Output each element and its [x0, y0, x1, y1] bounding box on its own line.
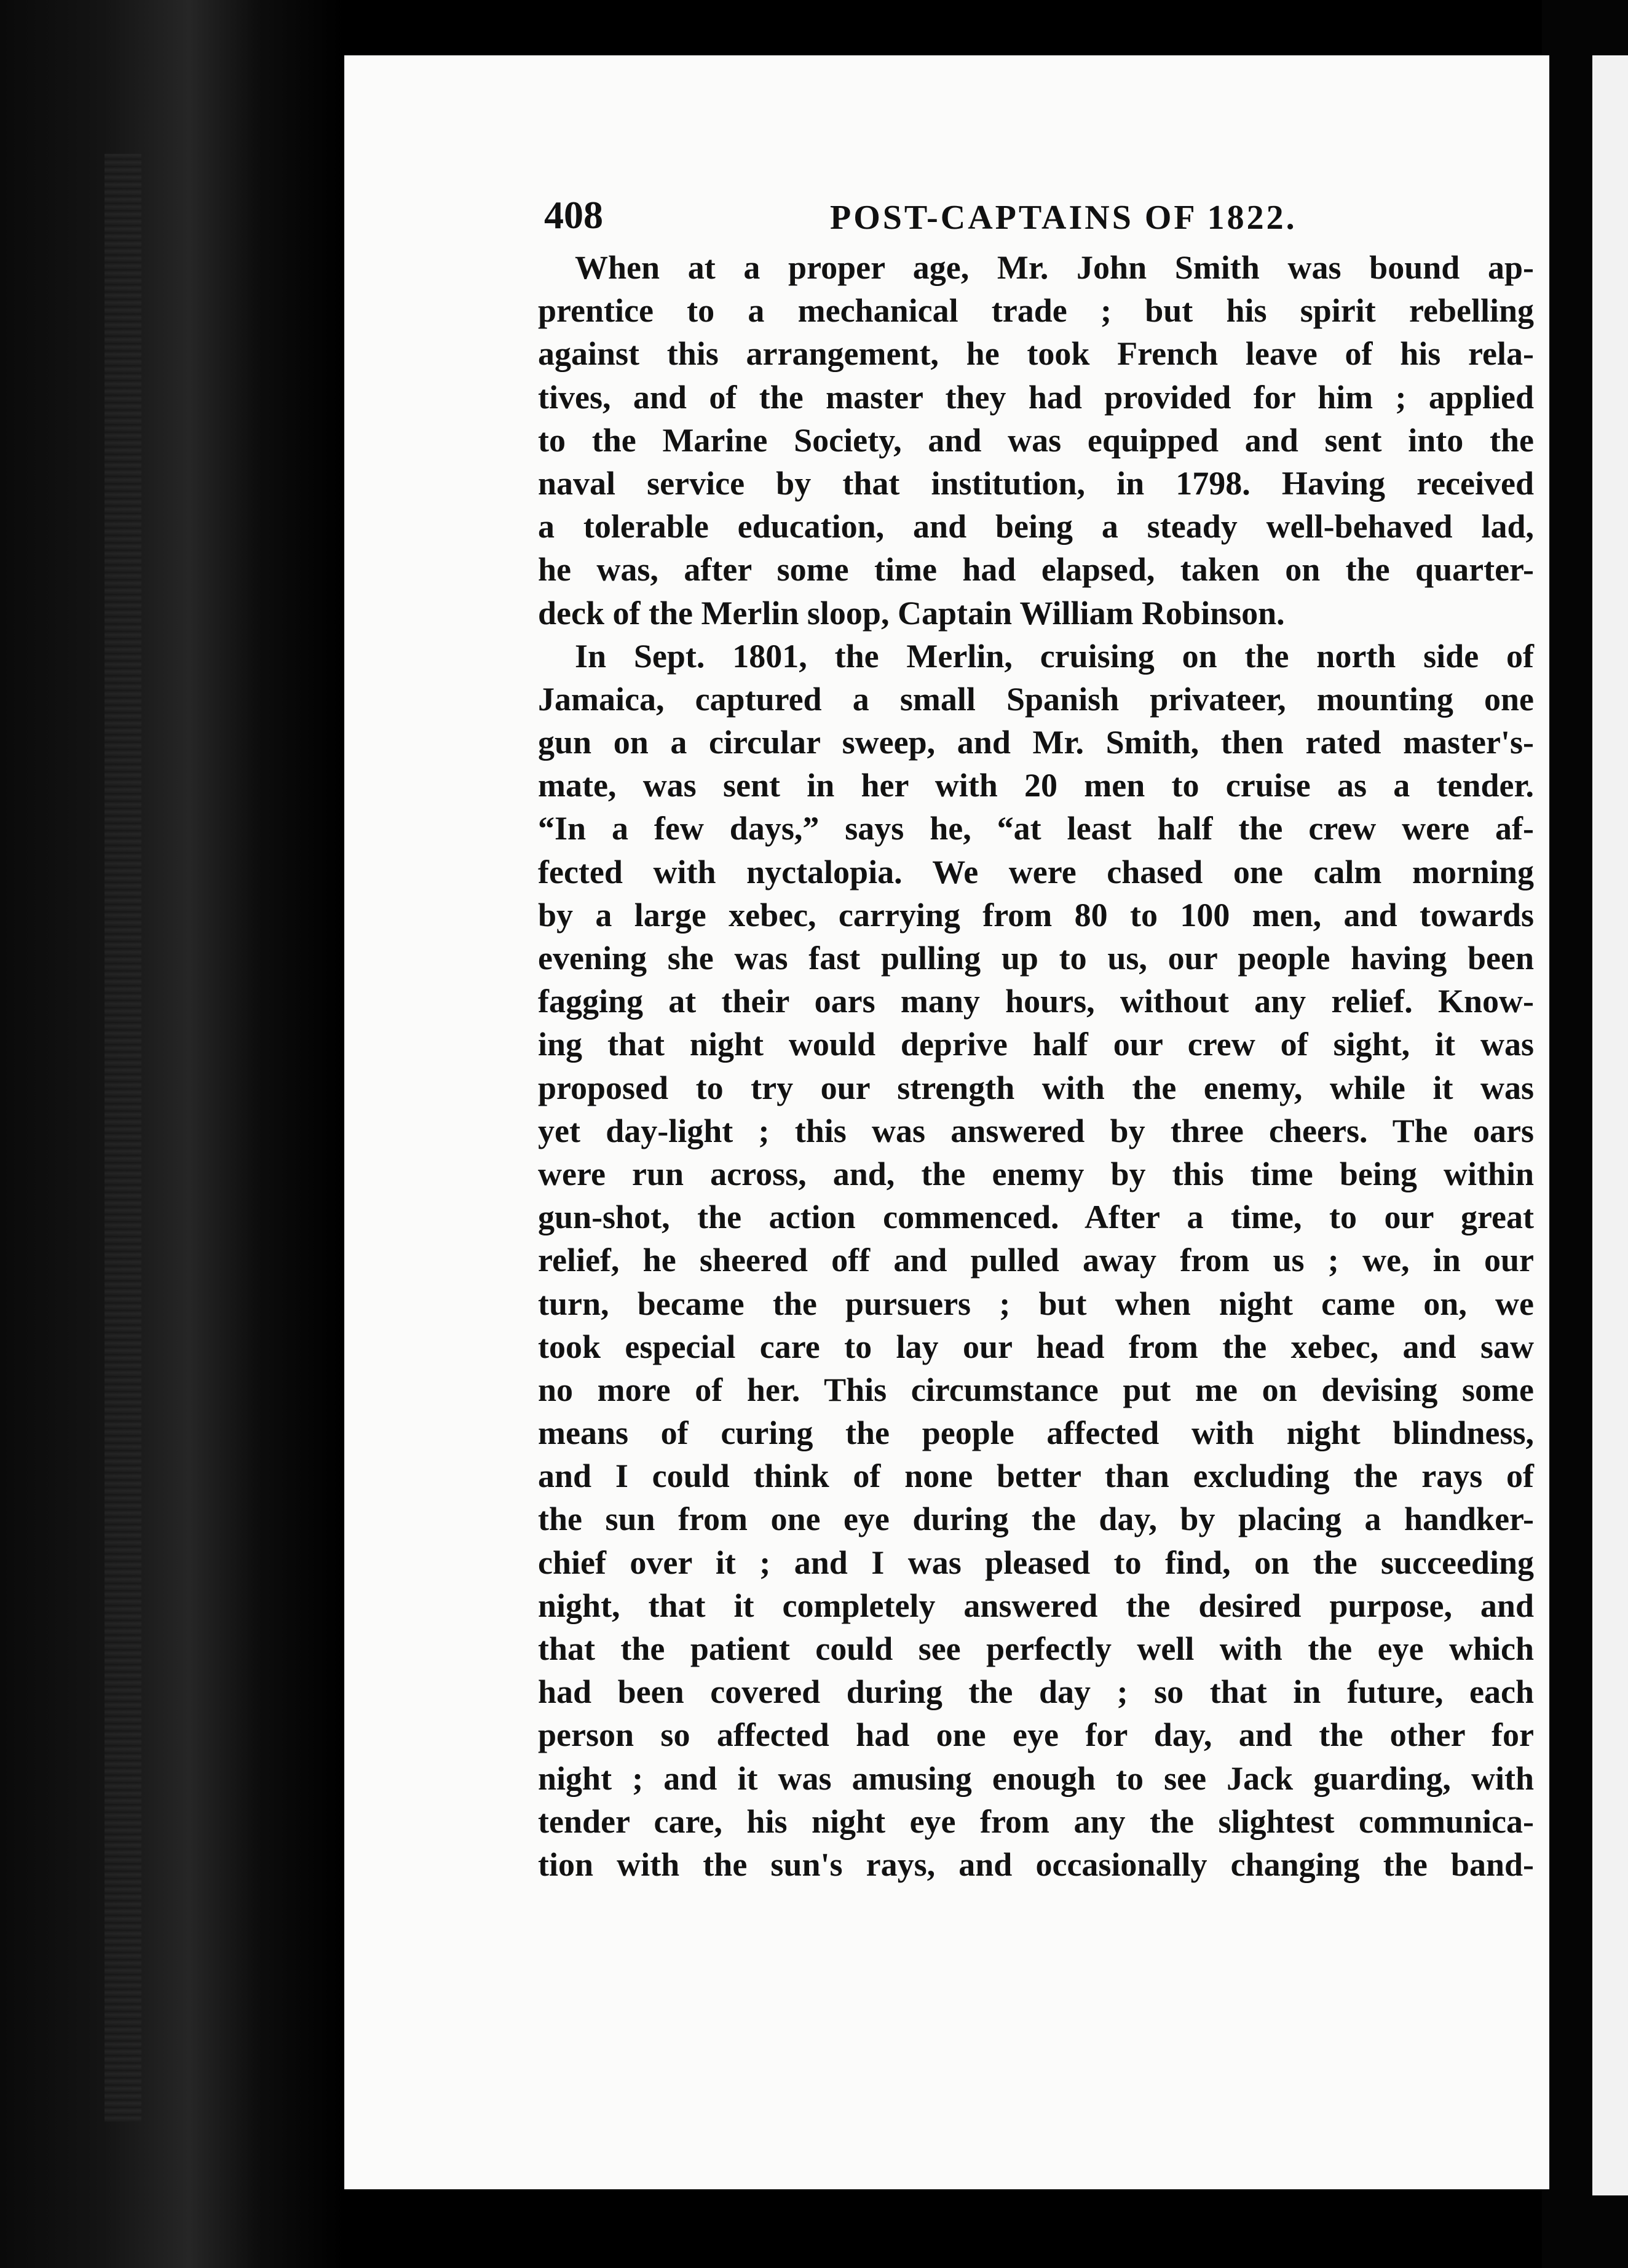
text-line: mate, was sent in her with 20 men to cruise as a tender. [538, 767, 1534, 804]
next-page-edge [1592, 55, 1628, 2195]
text-line: fagging at their oars many hours, without any relief. Know- [538, 983, 1534, 1020]
binding-texture [105, 154, 141, 2122]
text-line: he was, after some time had elapsed, taken on the quarter- [538, 551, 1534, 589]
text-line: to the Marine Society, and was equipped and sent into the [538, 421, 1534, 459]
text-line: naval service by that institution, in 1798. Having received [538, 464, 1534, 502]
text-line: Jamaica, captured a small Spanish privateer, mounting one [538, 680, 1534, 718]
text-line: means of curing the people affected with night blindness, [538, 1414, 1534, 1452]
text-line: evening she was fast pulling up to us, our people having been [538, 940, 1534, 977]
text-line: fected with nyctalopia. We were chased one calm morning [538, 853, 1534, 890]
book-page [344, 55, 1549, 2189]
body-text [538, 246, 1534, 1886]
text-line: had been covered during the day ; so that in future, each [538, 1673, 1534, 1711]
text-line: gun-shot, the action commenced. After a time, to our great [538, 1199, 1534, 1236]
text-line: chief over it ; and I was pleased to find, on the succeeding [538, 1544, 1534, 1581]
text-line: against this arrangement, he took French leave of his rela- [538, 335, 1534, 373]
text-line: tion with the sun's rays, and occasionally changing the band- [538, 1846, 1534, 1883]
text-line: When at a proper age, Mr. John Smith was bound ap- [575, 249, 1534, 286]
text-line: the sun from one eye during the day, by placing a handker- [538, 1501, 1534, 1538]
text-line: by a large xebec, carrying from 80 to 100 men, and towards [538, 896, 1534, 934]
text-line: night, that it completely answered the desired purpose, and [538, 1587, 1534, 1624]
text-line: prentice to a mechanical trade ; but his spirit rebelling [538, 292, 1534, 330]
book-binding [0, 0, 344, 2268]
text-line: person so affected had one eye for day, and the other for [538, 1716, 1534, 1754]
text-line: night ; and it was amusing enough to see Jack guarding, with [538, 1759, 1534, 1797]
text-line: tender care, his night eye from any the slightest communica- [538, 1802, 1534, 1840]
text-line: proposed to try our strength with the enemy, while it was [538, 1069, 1534, 1106]
page-header [544, 188, 1534, 243]
text-line: turn, became the pursuers ; but when night came on, we [538, 1285, 1534, 1322]
text-line: no more of her. This circumstance put me on devising some [538, 1371, 1534, 1408]
text-line: were run across, and, the enemy by this time being within [538, 1155, 1534, 1192]
text-line: and I could think of none better than excluding the rays of [538, 1457, 1534, 1495]
text-line: In Sept. 1801, the Merlin, cruising on the north side of [575, 637, 1534, 675]
text-line: that the patient could see perfectly well with the eye which [538, 1630, 1534, 1667]
text-line: took especial care to lay our head from the xebec, and saw [538, 1328, 1534, 1365]
text-line: tives, and of the master they had provided for him ; applied [538, 378, 1534, 416]
text-line: gun on a circular sweep, and Mr. Smith, then rated master's- [538, 724, 1534, 761]
page-number: 408 [544, 193, 603, 237]
text-line: relief, he sheered off and pulled away from us ; we, in our [538, 1242, 1534, 1279]
text-line: ing that night would deprive half our crew of sight, it was [538, 1026, 1534, 1063]
running-head: POST-CAPTAINS OF 1822. [830, 199, 1297, 237]
text-line: “In a few days,” says he, “at least half the crew were af- [538, 810, 1534, 847]
text-line: yet day-light ; this was answered by three cheers. The oars [538, 1112, 1534, 1149]
text-line: a tolerable education, and being a steady well-behaved lad, [538, 508, 1534, 545]
text-line: deck of the Merlin sloop, Captain William Robinson. [538, 594, 1285, 632]
